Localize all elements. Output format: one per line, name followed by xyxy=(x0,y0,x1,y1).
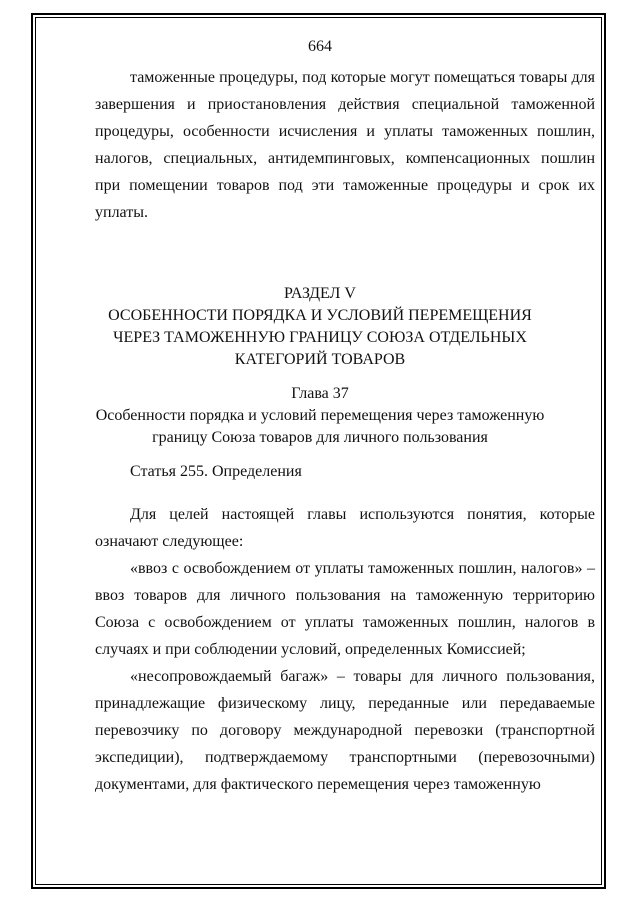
intro-text-block xyxy=(95,64,595,226)
article-heading: Статья 255. Определения xyxy=(130,463,302,480)
chapter-heading xyxy=(60,383,580,449)
body-paragraph-2: «ввоз с освобождением от уплаты таможенных пошлин, налогов» – ввоз товаров для личного пользования на таможенную территорию Союза с освобождением от уплаты таможенных пошлин, налогов в случаях и при соблюдении условий, определенных Комиссией; xyxy=(95,560,595,658)
section-title-line-2: ЧЕРЕЗ ТАМОЖЕННУЮ ГРАНИЦУ СОЮЗА ОТДЕЛЬНЫХ xyxy=(113,329,527,346)
body-paragraph-3: «несопровождаемый багаж» – товары для личного пользования, принадлежащие физическому лицу, переданные или передаваемые перевозчику по договору международной перевозки (транспортной экспедиции), подтверждаемому транспортными (перевозочными) документами, для фактического перемещения через таможенную xyxy=(95,668,595,793)
chapter-title-line-1: Особенности порядка и условий перемещения через таможенную xyxy=(95,407,545,424)
article-body xyxy=(95,501,595,798)
intro-paragraph: таможенные процедуры, под которые могут помещаться товары для завершения и приостановления действия специальной таможенной процедуры, особенности исчисления и уплаты таможенных пошлин, налогов, специальных, антидемпинговых, компенсационных пошлин при помещении товаров под эти таможенные процедуры и срок их уплаты. xyxy=(95,69,595,221)
chapter-label: Глава 37 xyxy=(291,385,349,402)
section-heading xyxy=(60,283,580,371)
section-label: РАЗДЕЛ V xyxy=(284,285,356,302)
section-title-line-3: КАТЕГОРИЙ ТОВАРОВ xyxy=(234,351,406,368)
body-paragraph-1: Для целей настоящей главы используются понятия, которые означают следующее: xyxy=(95,506,595,550)
section-title-line-1: ОСОБЕННОСТИ ПОРЯДКА И УСЛОВИЙ ПЕРЕМЕЩЕНИЯ xyxy=(108,307,532,324)
article-heading-block xyxy=(95,458,595,485)
page-number: 664 xyxy=(308,38,332,55)
chapter-title-line-2: границу Союза товаров для личного пользования xyxy=(152,429,488,446)
